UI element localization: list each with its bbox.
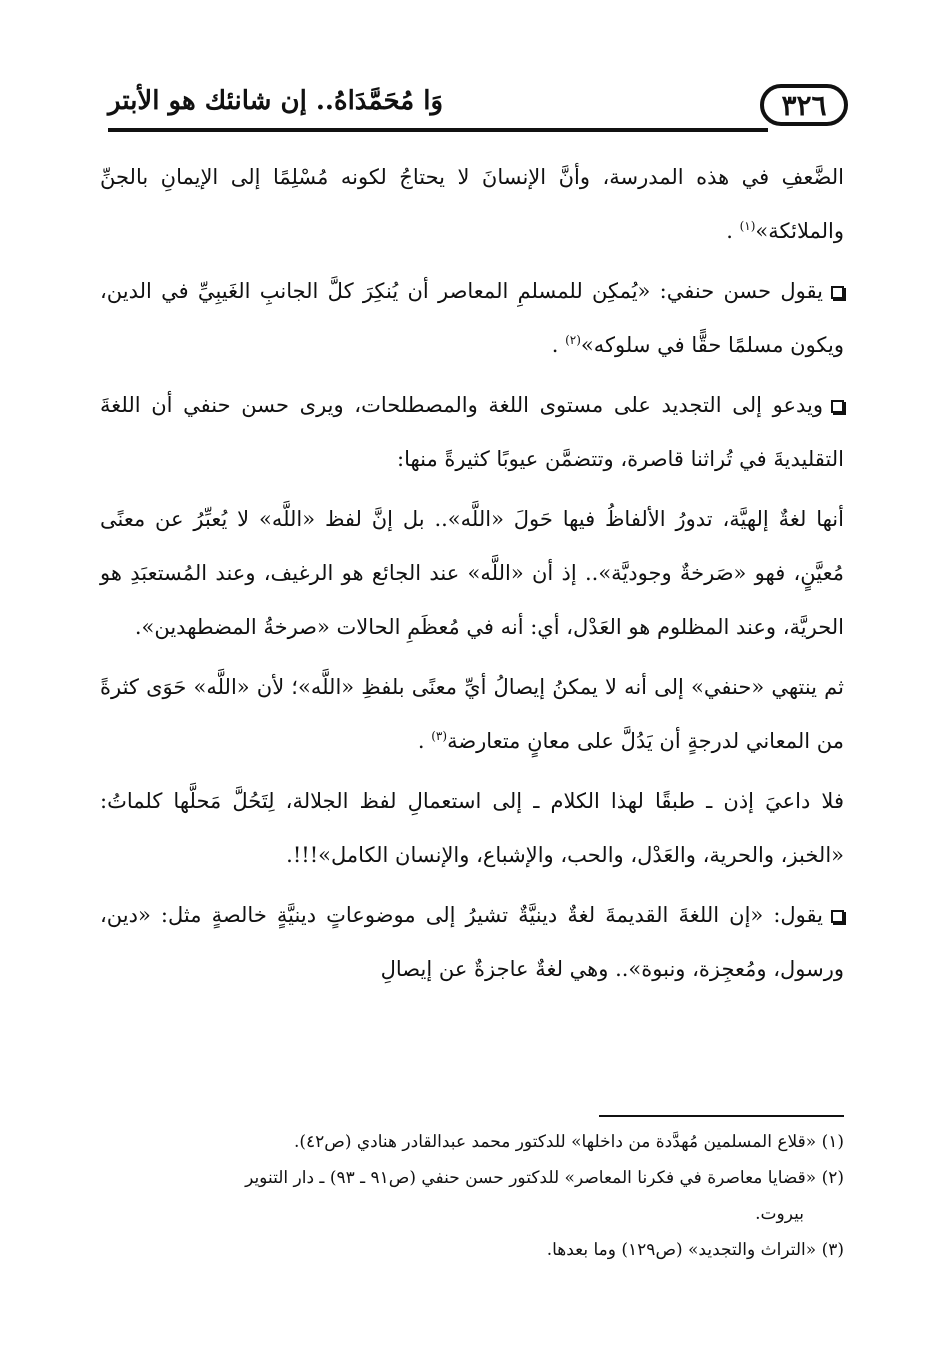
box-marker-icon xyxy=(831,400,844,413)
footnote xyxy=(100,1124,844,1160)
box-marker-icon xyxy=(831,910,844,923)
running-title: وَا مُحَمَّدَاهُ.. إن شانئك هو الأبتر xyxy=(108,86,444,116)
paragraph xyxy=(100,264,844,372)
paragraph xyxy=(100,660,844,768)
paragraph-tail: . xyxy=(417,729,432,753)
paragraph xyxy=(100,888,844,996)
box-marker-icon xyxy=(831,286,844,299)
footnote-continuation: بيروت. xyxy=(755,1204,804,1224)
paragraph-text: أنها لغةٌ إلهيَّة، تدورُ الألفاظُ فيها حَولَ «اللَّه».. بل إنَّ لفظ «اللَّه» لا يُعبِّرُ عن معنًى مُعيَّنٍ، فهو «صَرخةٌ وجوديَّة».. إذ أن «اللَّه» عند الجائع هو الرغيف، وعند المُستعبَدِ هو الحريَّة، وعند المظلوم هو العَدْل، أي: أنه في مُعظَمِ الحالات «صرخةُ المضطهدين». xyxy=(100,507,844,639)
footnote-text: «قلاع المسلمين مُهدَّدة من داخلها» للدكتور محمد عبدالقادر هنادي (ص٤٢). xyxy=(293,1132,817,1152)
paragraph xyxy=(100,150,844,258)
page-header xyxy=(108,84,848,134)
paragraph-text: ثم ينتهي «حنفي» إلى أنه لا يمكنُ إيصالُ أيِّ معنًى بلفظِ «اللَّه»؛ لأن «اللَّه» حَوَى كثرةً من المعاني لدرجةٍ أن يَدُلَّ على معانٍ متعارضة xyxy=(100,675,844,753)
paragraph-text: يقول حسن حنفي: «يُمكِن للمسلمِ المعاصر أن يُنكِرَ كلَّ الجانبِ الغَيبِيِّ في الدين، ويكون مسلمًا حقًّا في سلوكه» xyxy=(100,279,844,357)
paragraph-text: فلا داعيَ إذن ـ طبقًا لهذا الكلام ـ إلى استعمالِ لفظ الجلالة، لِتَحُلَّ مَحلَّها كلماتُ: «الخبز، والحرية، والعَدْل، والحب، والإشباع، والإنسان الكامل»!!!. xyxy=(100,789,844,867)
paragraph-tail: . xyxy=(551,333,566,357)
footnote xyxy=(100,1232,844,1268)
footnote-reference: (٢) xyxy=(565,333,581,347)
header-rule xyxy=(108,128,768,132)
footnotes xyxy=(100,1124,844,1268)
footnote-separator xyxy=(599,1115,844,1117)
body-text xyxy=(100,150,844,1000)
paragraph-text: يقول: «إن اللغةَ القديمةَ لغةٌ دينيَّةٌ تشيرُ إلى موضوعاتٍ دينيَّةٍ خالصةٍ مثل: «دين، ورسول، ومُعجِزة، ونبوة».. وهي لغةٌ عاجزةٌ عن إيصالِ xyxy=(100,903,844,981)
page-number: ٣٢٦ xyxy=(760,84,848,126)
paragraph xyxy=(100,774,844,882)
footnote-number: (٣) xyxy=(821,1240,844,1260)
paragraph xyxy=(100,492,844,654)
paragraph-text: ويدعو إلى التجديد على مستوى اللغة والمصطلحات، ويرى حسن حنفي أن اللغةَ التقليديةَ في تُراثنا قاصرة، وتتضمَّن عيوبًا كثيرةً منها: xyxy=(100,393,844,471)
footnote-reference: (١) xyxy=(739,219,756,233)
footnote-text: «قضايا معاصرة في فكرنا المعاصر» للدكتور حسن حنفي (ص٩١ ـ ٩٣) ـ دار التنوير xyxy=(245,1168,817,1188)
footnote-number: (١) xyxy=(821,1132,844,1152)
footnote-reference: (٣) xyxy=(431,729,448,743)
footnote xyxy=(100,1160,844,1232)
footnote-text: «التراث والتجديد» (ص١٢٩) وما بعدها. xyxy=(546,1240,817,1260)
paragraph xyxy=(100,378,844,486)
footnote-number: (٢) xyxy=(821,1168,844,1188)
paragraph-tail: . xyxy=(726,219,740,243)
paragraph-text: الضَّعفِ في هذه المدرسة، وأنَّ الإنسانَ لا يحتاجُ لكونه مُسْلِمًا إلى الإيمانِ بالجنِّ والملائكة» xyxy=(100,165,844,243)
